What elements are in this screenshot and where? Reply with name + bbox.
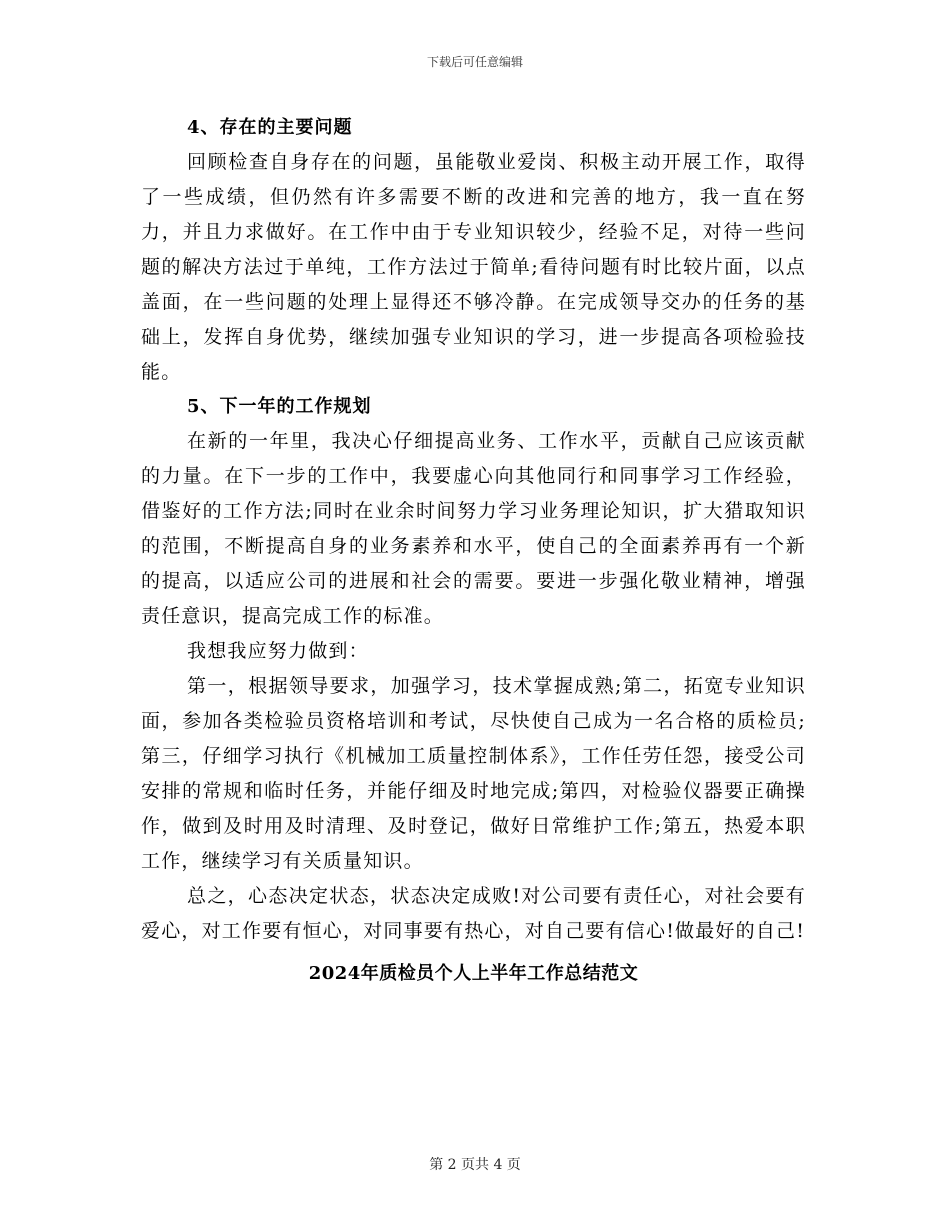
page-header: 下载后可任意编辑 [426, 55, 523, 69]
section-5-paragraph-2: 我想我应努力做到： [187, 640, 369, 662]
section-5-paragraph-4: 总之，心态决定状态，状态决定成败!对公司要有责任心，对社会要有爱心，对工作要有恒心，对同事要有热心，对自己要有信心!做最好的自己! [141, 885, 806, 942]
section-5-paragraph-3: 第一，根据领导要求，加强学习，技术掌握成熟;第二，拓宽专业知识面，参加各类检验员资格培训和考试，尽快使自己成为一名合格的质检员;第三，仔细学习执行《机械加工质量控制体系》，工作任劳任怨，接受公司安排的常规和临时任务，并能仔细及时地完成;第四，对检验仪器要正确操作，做到及时用及时清理、及时登记，做好日常维护工作;第五，热爱本职工作，继续学习有关质量知识。 [141, 675, 806, 872]
section-5-paragraph-1: 在新的一年里，我决心仔细提高业务、工作水平，贡献自己应该贡献的力量。在下一步的工作中，我要虚心向其他同行和同事学习工作经验，借鉴好的工作方法;同时在业余时间努力学习业务理论知识，扩大猎取知识的范围，不断提高自身的业务素养和水平，使自己的全面素养再有一个新的提高，以适应公司的进展和社会的需要。要进一步强化敬业精神，增强责任意识，提高完成工作的标准。 [141, 430, 806, 627]
page-number-footer: 第 2 页共 4 页 [429, 1157, 521, 1173]
document-body [141, 111, 806, 999]
section-4-paragraph: 回顾检查自身存在的问题，虽能敬业爱岗、积极主动开展工作，取得了一些成绩，但仍然有许多需要不断的改进和完善的地方，我一直在努力，并且力求做好。在工作中由于专业知识较少，经验不足，对待一些问题的解决方法过于单纯，工作方法过于简单;看待问题有时比较片面，以点盖面，在一些问题的处理上显得还不够冷静。在完成领导交办的任务的基础上，发挥自身优势，继续加强专业知识的学习，进一步提高各项检验技能。 [141, 151, 806, 383]
section-4-heading: 4、存在的主要问题 [187, 117, 353, 138]
next-document-title: 2024年质检员个人上半年工作总结范文 [308, 963, 639, 984]
section-5-heading: 5、下一年的工作规划 [187, 396, 372, 417]
